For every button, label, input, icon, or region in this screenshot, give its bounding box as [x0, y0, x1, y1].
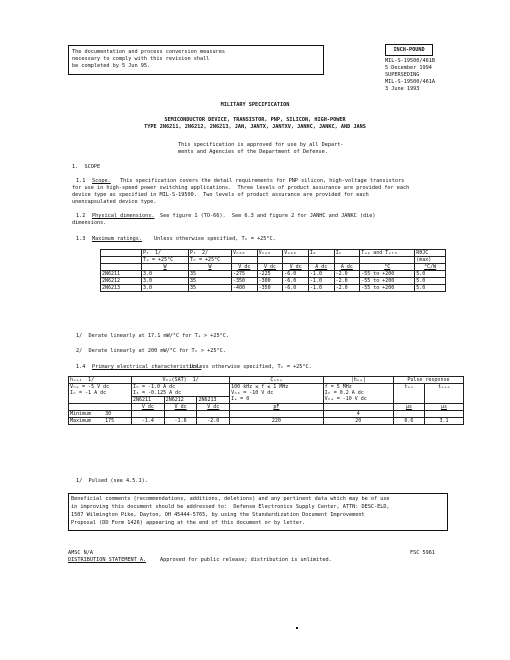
type-cell: 2N6213	[197, 397, 230, 404]
notice-line-1: The documentation and process conversion measures	[72, 49, 226, 55]
notice-line-3: be completed by 5 Jun 95.	[72, 63, 151, 69]
notice-line-2: necessary to comply with this revision shall	[72, 56, 210, 62]
unit-cell: V dc	[164, 404, 197, 411]
doc-date: 5 December 1994	[385, 65, 432, 71]
ratings-unit-cell: °C	[360, 264, 415, 271]
table-cell: 20	[323, 418, 393, 425]
ratings-header-cell	[308, 257, 334, 264]
table-cell: -55 to +200	[360, 278, 415, 285]
fsc-label: FSC 5961	[410, 550, 435, 556]
ratings-header-cell	[334, 257, 360, 264]
ratings-unit-cell: W	[189, 264, 232, 271]
ratings-unit-cell: W	[142, 264, 189, 271]
condition-line: 100 kHz ≤ f ≤ 1 MHz	[231, 384, 289, 390]
table-cell: -275	[232, 271, 258, 278]
toff-header: tₒₒₒ	[424, 384, 463, 404]
ratings-header-cell: Pₜ 1/	[142, 250, 189, 257]
ratings-header-cell: Iₕ	[334, 250, 360, 257]
table-row	[101, 278, 446, 285]
table-cell: 3.1	[424, 418, 463, 425]
distribution-statement-label: DISTRIBUTION STATEMENT A.	[68, 557, 147, 563]
ratings-header-cell: (max)	[415, 257, 446, 264]
ton-header: tₒₙ	[393, 384, 424, 404]
device-type-cell: 2N6213	[101, 285, 142, 292]
page-speck	[296, 627, 298, 629]
ratings-header-cell	[360, 257, 415, 264]
maximum-ratings-table	[100, 249, 446, 292]
electrical-characteristics-table	[68, 376, 464, 425]
ratings-header-cell	[283, 257, 309, 264]
table-cell: -2.0	[334, 271, 360, 278]
type-cell: 2N6212	[164, 397, 197, 404]
elec-units-row	[69, 404, 464, 411]
conversion-notice-box	[68, 45, 324, 75]
table-cell	[424, 411, 463, 418]
max-hfe1: 175	[105, 418, 115, 424]
table-cell: -1.0	[308, 271, 334, 278]
table-cell: -225	[257, 271, 283, 278]
hfe-header: |hₒₑ|	[323, 377, 393, 384]
condition-line: Vₕ₆ = -10 V dc	[231, 390, 274, 396]
table-row	[69, 411, 464, 418]
ratings-header-cell	[101, 250, 142, 257]
cobo-conditions	[230, 384, 324, 404]
ratings-header-row-2	[101, 257, 446, 264]
section-1-4-text: Unless otherwise specified, Tₕ = +25°C.	[190, 364, 312, 370]
pulse-response-header: Pulse response	[393, 377, 463, 384]
table-cell	[132, 411, 165, 418]
table-cell: 3.0	[142, 285, 189, 292]
footnote-1: 1/ Derate linearly at 17.1 mW/°C for Tₐ > +25°C.	[76, 333, 230, 339]
section-1-1-line-4: unencapsulated device type.	[72, 199, 157, 205]
section-1-2-number: 1.2	[76, 213, 86, 219]
section-1-4-number: 1.4	[76, 364, 86, 370]
subtitle-line-2: TYPE 2N6211, 2N6212, 2N6213, JAN, JANTX, JANTXV, JANHC, JANKC, AND JANS	[144, 124, 366, 130]
condition-line: f = 5 MHz	[324, 384, 352, 390]
table-cell: -400	[232, 285, 258, 292]
table-cell	[197, 411, 230, 418]
section-1-3-text: Unless otherwise specified, Tₕ = +25°C.	[154, 236, 276, 242]
hfe1-conditions	[69, 384, 132, 404]
table-cell: 5.0	[415, 271, 446, 278]
ratings-unit-cell: V dc	[232, 264, 258, 271]
doc-number: MIL-S-19500/461B	[385, 58, 435, 64]
ratings-header-cell: Tₒₚ and Tₛₜ₆	[360, 250, 415, 257]
table-cell: -1.4	[132, 418, 165, 425]
table-cell: -6.0	[283, 285, 309, 292]
table-cell: 3.0	[142, 278, 189, 285]
ratings-unit-cell: A dc	[308, 264, 334, 271]
table-cell: -350	[232, 278, 258, 285]
table-cell: 5.0	[415, 278, 446, 285]
unit-cell: μs	[424, 404, 463, 411]
comments-line-3: 1507 Wilmington Pike, Dayton, OH 45444-5765, by using the Standardization Document Improvement	[71, 512, 365, 518]
section-1-1-title: Scope.	[92, 178, 111, 184]
superseding-label: SUPERSEDING	[385, 72, 420, 78]
table-row	[101, 271, 446, 278]
table-cell: -2.0	[334, 278, 360, 285]
section-1-1-line-2: for use in high-speed power switching applications. Three levels of product assurance are provided for each	[72, 185, 410, 191]
condition-line: I₆ = -0.125 A dc	[133, 390, 182, 396]
cobo-header: Cₒ₆ₒ	[230, 377, 324, 384]
comments-line-1: Beneficial comments (recommendations, additions, deletions) and any pertinent data which may be of use	[71, 496, 390, 502]
device-type-cell: 2N6211	[101, 271, 142, 278]
type-cell: 2N6211	[132, 397, 165, 404]
scope-heading: 1. SCOPE	[72, 164, 101, 170]
condition-line: Iₕ = -1 A dc	[70, 390, 107, 396]
section-1-2-line-1: See figure 1 (TO-66). See 6.3 and figure 2 for JANHC and JANKC (die)	[160, 213, 376, 219]
vce-sat-conditions	[132, 384, 230, 397]
condition-line: Vₕₑ = -5 V dc	[70, 384, 110, 390]
beneficial-comments-box	[68, 493, 448, 531]
table-cell	[230, 411, 324, 418]
table-cell: -55 to +200	[360, 271, 415, 278]
vce-sat-header: Vₕₑ(SAT) 1/	[132, 377, 230, 384]
elec-header-row	[69, 377, 464, 384]
hfe1-header: hₒₑ₁ 1/	[69, 377, 132, 384]
min-label: Minimum	[70, 411, 92, 417]
table-cell: 5.0	[415, 285, 446, 292]
table-cell: -1.0	[308, 285, 334, 292]
table-cell: 0.6	[393, 418, 424, 425]
approval-line-2: ments and Agencies of the Department of Defense.	[178, 149, 328, 155]
ratings-header-cell: I₆	[308, 250, 334, 257]
unit-cell: V dc	[197, 404, 230, 411]
table-cell: -6.0	[283, 278, 309, 285]
ratings-unit-cell: V dc	[283, 264, 309, 271]
ratings-header-cell: Tₐ = +25°C	[142, 257, 189, 264]
approval-line-1: This specification is approved for use by all Depart-	[178, 142, 344, 148]
ratings-unit-cell	[101, 264, 142, 271]
table-cell: -1.0	[308, 278, 334, 285]
table-cell: -300	[257, 278, 283, 285]
table-cell: -2.0	[334, 285, 360, 292]
ratings-header-cell: Vₑ₆₀	[283, 250, 309, 257]
condition-line: Vₕₑ = -10 V dc	[324, 396, 367, 402]
table-cell: -350	[257, 285, 283, 292]
superseded-doc-number: MIL-S-19500/461A	[385, 79, 435, 85]
section-1-2-title: Physical dimensions.	[92, 213, 155, 219]
ratings-header-cell	[101, 257, 142, 264]
pulsed-footnote: 1/ Pulsed (see 4.5.1).	[76, 478, 148, 484]
ratings-header-cell	[257, 257, 283, 264]
elec-conditions-row	[69, 384, 464, 397]
ratings-header-cell: Vₕₑ₀	[257, 250, 283, 257]
table-cell: -2.0	[197, 418, 230, 425]
ratings-header-cell	[232, 257, 258, 264]
section-1-3-number: 1.3	[76, 236, 86, 242]
unit-cell: V dc	[132, 404, 165, 411]
distribution-statement-text: Approved for public release; distribution is unlimited.	[160, 557, 332, 563]
comments-line-4: Proposal (DD Form 1426) appearing at the end of this document or by letter.	[71, 520, 306, 526]
row-label-maximum	[69, 418, 132, 425]
hfe-conditions	[323, 384, 393, 404]
superseded-doc-date: 3 June 1993	[385, 86, 420, 92]
section-1-4-title: Primary electrical characteristics.	[92, 364, 202, 370]
ratings-unit-cell: V dc	[257, 264, 283, 271]
section-1-1-number: 1.1	[76, 178, 86, 184]
ratings-unit-cell: °C/W	[415, 264, 446, 271]
unit-cell	[323, 404, 393, 411]
section-1-1-line-1: This specification covers the detail requirements for PNP silicon, high-voltage transistors	[120, 178, 405, 184]
footnote-2: 2/ Derate linearly at 200 mW/°C for Tₕ > +25°C.	[76, 348, 226, 354]
ratings-header-cell: Vₕ₆₀	[232, 250, 258, 257]
table-cell: 35	[189, 271, 232, 278]
section-1-2-line-2: dimensions.	[72, 220, 107, 226]
comments-line-2: in improving this document should be addressed to: Defense Electronics Supply Center, ATTN: DESC-ELD,	[71, 504, 390, 510]
subtitle-line-1: SEMICONDUCTOR DEVICE, TRANSISTOR, PNP, SILICON, HIGH-POWER	[164, 117, 346, 123]
ratings-header-cell: Pₜ 2/	[189, 250, 232, 257]
unit-cell: μs	[393, 404, 424, 411]
condition-line: Iₕ = 0.2 A dc	[324, 390, 364, 396]
amsc-label: AMSC N/A	[68, 550, 93, 556]
unit-cell	[69, 404, 132, 411]
ratings-unit-cell: A dc	[334, 264, 360, 271]
ratings-header-cell: Tₕ = +25°C	[189, 257, 232, 264]
table-cell: 35	[189, 278, 232, 285]
table-cell	[164, 411, 197, 418]
document-title: MILITARY SPECIFICATION	[220, 102, 290, 108]
row-label-minimum	[69, 411, 132, 418]
ratings-units-row	[101, 264, 446, 271]
inch-pound-badge: INCH-POUND	[385, 44, 433, 56]
table-cell: 4	[323, 411, 393, 418]
condition-line: Iₕ = -1.0 A dc	[133, 384, 176, 390]
ratings-header-cell: RθJC	[415, 250, 446, 257]
ratings-header-row-1	[101, 250, 446, 257]
table-cell: 35	[189, 285, 232, 292]
table-cell	[393, 411, 424, 418]
table-cell: -1.6	[164, 418, 197, 425]
table-row	[69, 418, 464, 425]
table-cell: 3.0	[142, 271, 189, 278]
device-type-cell: 2N6212	[101, 278, 142, 285]
table-row	[101, 285, 446, 292]
table-cell: 220	[230, 418, 324, 425]
table-cell: -55 to +200	[360, 285, 415, 292]
section-1-1-line-3: device type as specified in MIL-S-19500. Two levels of product assurance are provided for each	[72, 192, 369, 198]
table-cell: -6.0	[283, 271, 309, 278]
section-1-3-title: Maximum ratings.	[92, 236, 142, 242]
max-label: Maximum	[70, 418, 92, 424]
unit-cell: pF	[230, 404, 324, 411]
min-hfe1: 30	[105, 411, 112, 417]
condition-line: Iₑ = 0	[231, 396, 250, 402]
